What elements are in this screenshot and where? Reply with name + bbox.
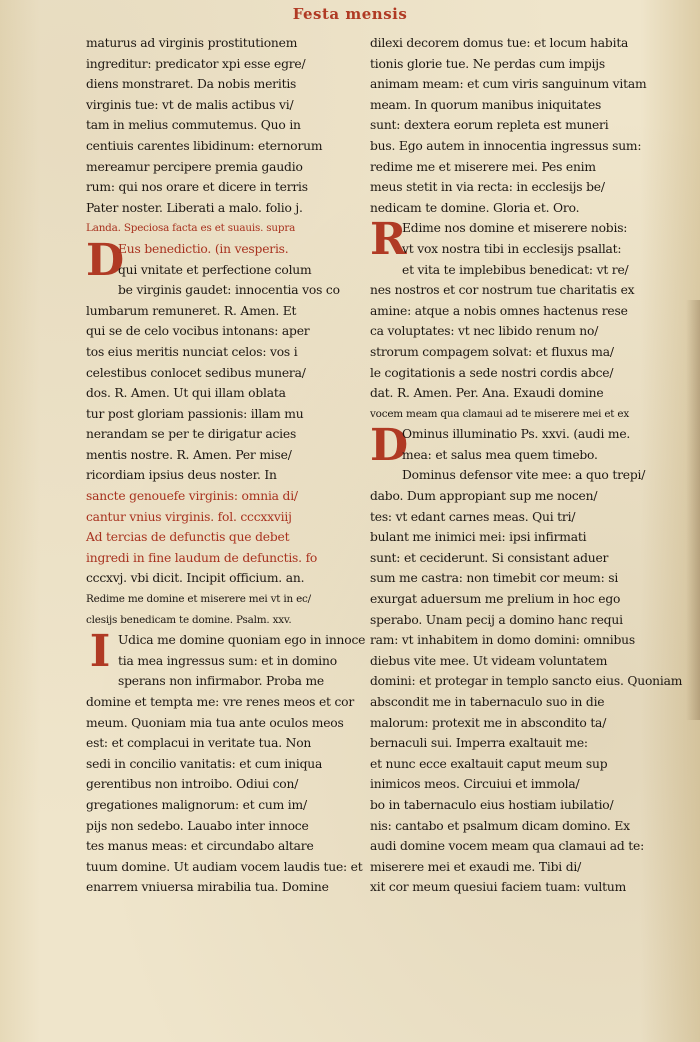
- text-line: xit cor meum quesiui faciem tuam: vultum: [370, 880, 627, 895]
- text-line: miserere mei et exaudi me. Tibi di/: [370, 859, 582, 874]
- text-line: qui vnitate et perfectione colum: [118, 262, 312, 277]
- initial-d-ornament: D: [86, 234, 124, 286]
- text-line: be virginis gaudet: innocentia vos co: [118, 283, 340, 298]
- text-line: tes manus meas: et circundabo altare: [86, 839, 314, 854]
- text-line: meum. Quoniam mia tua ante oculos meos: [86, 715, 344, 730]
- text-line: nes nostros et cor nostrum tue charitatis ex: [370, 283, 635, 298]
- text-line: ca voluptates: vt nec libido renum no/: [370, 324, 599, 339]
- text-line: tam in melius commutemus. Quo in: [86, 118, 301, 133]
- text-line: centiuis carentes libidinum: eternorum: [86, 138, 323, 153]
- text-line: nerandam se per te dirigatur acies: [86, 427, 297, 442]
- running-head: Festa mensis: [292, 5, 408, 23]
- text-line: nis: cantabo et psalmum dicam domino. Ex: [370, 818, 630, 833]
- text-line: ricordiam ipsius deus noster. In: [86, 468, 277, 483]
- text-line: gerentibus non introibo. Odiui con/: [86, 777, 299, 792]
- text-line: ingreditur: predicator xpi esse egre/: [86, 56, 306, 71]
- text-line: celestibus conlocet sedibus munera/: [86, 365, 306, 380]
- text-line: dilexi decorem domus tue: et locum habita: [370, 36, 629, 50]
- text-line: qui se de celo vocibus intonans: aper: [86, 324, 310, 339]
- right-block-b: [370, 214, 636, 424]
- text-line: cantur vnius virginis. fol. cccxxviij: [86, 509, 292, 524]
- text-line: animam meam: et cum viris sanguinum vitam: [370, 77, 647, 92]
- text-line: bernaculi sui. Imperra exaltauit me:: [370, 736, 588, 751]
- text-line: inimicos meos. Circuiui et immola/: [370, 777, 580, 792]
- text-line: audi domine vocem meam qua clamaui ad te:: [370, 839, 645, 854]
- text-line: sunt: et ceciderunt. Si consistant aduer: [370, 550, 609, 565]
- text-line: bulant me inimici mei: ipsi infirmati: [370, 530, 587, 545]
- text-line: sperans non infirmabor. Proba me: [118, 674, 324, 689]
- text-line: mentis nostre. R. Amen. Per mise/: [86, 447, 292, 462]
- text-line: virginis tue: vt de malis actibus vi/: [86, 97, 294, 112]
- page-edge-shadow: [686, 300, 700, 720]
- text-line: tos eius meritis nunciat celos: vos i: [86, 344, 298, 359]
- left-block-a: [86, 33, 352, 239]
- initial-d2-ornament: D: [370, 420, 408, 472]
- text-line: redime me et miserere mei. Pes enim: [370, 159, 596, 174]
- text-line: vocem meam qua clamaui ad te miserere mei et ex: [370, 407, 629, 420]
- text-line: diebus vite mee. Ut videam voluntatem: [370, 653, 608, 668]
- text-line: ingredi in fine laudum de defunctis. fo: [86, 550, 318, 565]
- left-block-b: [86, 234, 352, 630]
- text-line: bus. Ego autem in innocentia ingressus sum:: [370, 138, 642, 153]
- text-line: Pater noster. Liberati a malo. folio j.: [86, 200, 303, 215]
- text-line: dat. R. Amen. Per. Ana. Exaudi domine: [370, 386, 604, 401]
- text-line: clesijs benedicam te domine. Psalm. xxv.: [86, 613, 292, 626]
- text-line: domini: et protegar in templo sancto eius. Quoniam: [370, 674, 683, 689]
- text-line: est: et complacui in veritate tua. Non: [86, 736, 312, 751]
- text-line: exurgat aduersum me prelium in hoc ego: [370, 592, 621, 607]
- text-line: cccxvj. vbi dicit. Incipit officium. an.: [86, 571, 305, 586]
- text-line: ram: vt inhabitem in domo domini: omnibus: [370, 633, 636, 648]
- text-line: vt vox nostra tibi in ecclesijs psallat:: [402, 241, 622, 256]
- left-block-c: [86, 626, 366, 898]
- right-block-c: [370, 420, 683, 898]
- text-line: Udica me domine quoniam ego in innoce: [118, 633, 366, 648]
- text-line: dos. R. Amen. Ut qui illam oblata: [86, 386, 286, 401]
- text-line: tes: vt edant carnes meas. Qui tri/: [370, 509, 576, 524]
- text-line: lumbarum remuneret. R. Amen. Et: [86, 303, 297, 318]
- text-line: Redime me domine et miserere mei vt in ec/: [86, 593, 311, 606]
- text-line: et vita te implebibus benedicat: vt re/: [402, 262, 629, 277]
- text-line: sancte genouefe virginis: omnia di/: [86, 489, 298, 504]
- left-column: [86, 33, 366, 898]
- text-line: Ominus illuminatio Ps. xxvi. (audi me.: [402, 427, 631, 442]
- text-line: Landa. Speciosa facta es et suauis. supra: [86, 222, 296, 235]
- text-line: rum: qui nos orare et dicere in terris: [86, 180, 308, 195]
- text-line: tur post gloriam passionis: illam mu: [86, 406, 304, 421]
- right-column: [370, 33, 683, 898]
- text-line: dabo. Dum appropiant sup me nocen/: [370, 489, 598, 504]
- text-line: Dominus defensor vite mee: a quo trepi/: [402, 468, 646, 483]
- text-line: le cogitationis a sede nostri cordis abce/: [370, 365, 614, 380]
- text-line: meam. In quorum manibus iniquitates: [370, 97, 602, 112]
- text-line: diens monstraret. Da nobis meritis: [86, 77, 297, 92]
- text-line: pijs non sedebo. Lauabo inter innoce: [86, 818, 309, 833]
- text-line: meus stetit in via recta: in ecclesijs be/: [370, 180, 605, 195]
- text-line: domine et tempta me: vre renes meos et cor: [86, 695, 355, 709]
- text-line: sunt: dextera eorum repleta est muneri: [370, 118, 609, 133]
- text-line: Eus benedictio. (in vesperis.: [118, 241, 289, 256]
- text-line: Ad tercias de defunctis que debet: [86, 530, 290, 545]
- initial-r-ornament: R: [370, 214, 407, 266]
- text-line: tuum domine. Ut audiam vocem laudis tue: et: [86, 859, 363, 874]
- text-line: sedi in concilio vanitatis: et cum iniqua: [86, 756, 323, 771]
- text-line: tionis glorie tue. Ne perdas cum impijs: [370, 56, 606, 71]
- text-line: Edime nos domine et miserere nobis:: [402, 221, 628, 236]
- text-line: nedicam te domine. Gloria et. Oro.: [370, 200, 580, 215]
- text-line: malorum: protexit me in abscondito ta/: [370, 715, 607, 730]
- text-line: gregationes malignorum: et cum im/: [86, 797, 307, 812]
- text-line: strorum compagem solvat: et fluxus ma/: [370, 344, 614, 359]
- text-line: sperabo. Unam pecij a domino hanc requi: [370, 612, 623, 627]
- text-line: amine: atque a nobis omnes hactenus rese: [370, 303, 628, 318]
- initial-i-ornament: I: [89, 626, 111, 678]
- text-line: mereamur percipere premia gaudio: [86, 159, 303, 174]
- text-line: enarrem vniuersa mirabilia tua. Domine: [86, 880, 329, 895]
- text-line: sum me castra: non timebit cor meum: si: [370, 571, 619, 586]
- text-line: abscondit me in tabernaculo suo in die: [370, 695, 605, 709]
- text-line: et nunc ecce exaltauit caput meum sup: [370, 756, 608, 771]
- text-line: tia mea ingressus sum: et in domino: [118, 653, 337, 668]
- text-line: maturus ad virginis prostitutionem: [86, 36, 298, 50]
- text-line: bo in tabernaculo eius hostiam iubilatio/: [370, 797, 614, 812]
- right-block-a: [370, 33, 647, 218]
- text-line: mea: et salus mea quem timebo.: [402, 447, 598, 462]
